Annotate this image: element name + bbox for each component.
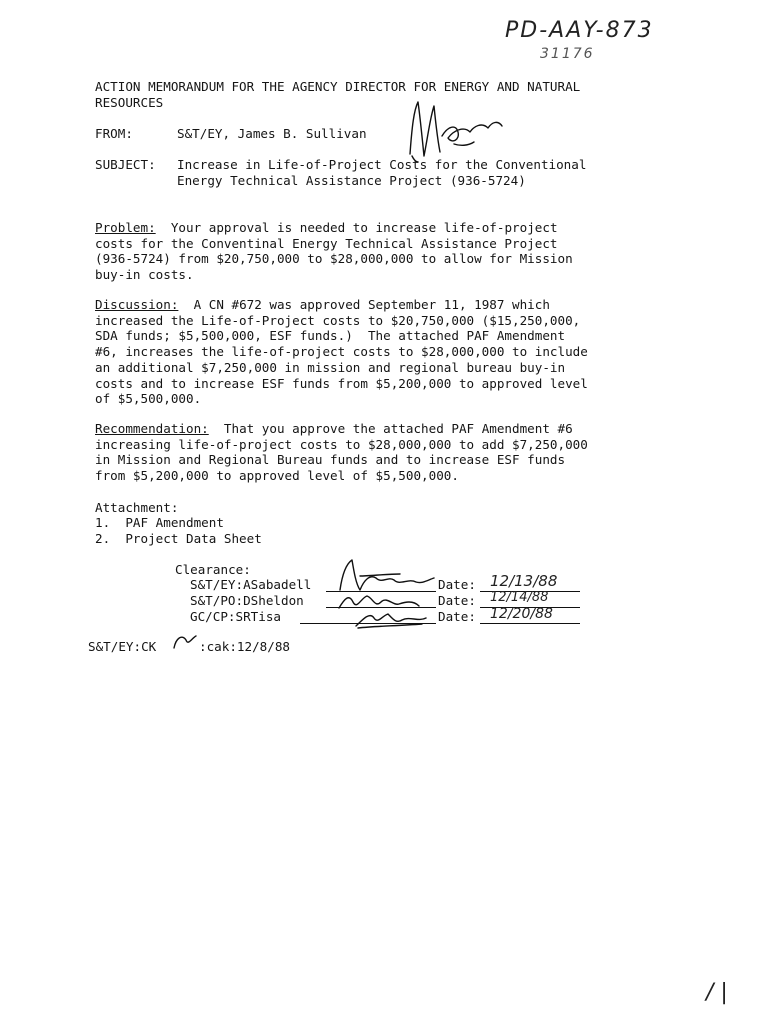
signature-tisa	[352, 604, 442, 632]
clearance-heading: Clearance:	[175, 562, 251, 577]
drafter-initials	[168, 630, 202, 654]
handwritten-initials-bottom: / |	[706, 980, 728, 1005]
problem-line2: costs for the Conventinal Energy Technical Assistance Project	[95, 235, 558, 251]
recommendation-paragraph	[95, 421, 695, 484]
clearance-name-1: S&T/EY:ASabadell	[190, 577, 312, 592]
subject-line2: Energy Technical Assistance Project (936-5724)	[177, 173, 526, 188]
problem-line4: buy-in costs.	[95, 267, 194, 283]
problem-line1: Your approval is needed to increase life-of-project	[155, 220, 558, 235]
handwritten-sub-number: 31176	[540, 46, 595, 62]
recommendation-line3: in Mission and Regional Bureau funds and to increase ESF funds	[95, 452, 566, 468]
discussion-line5: an additional $7,250,000 in mission and regional bureau buy-in	[95, 359, 566, 375]
problem-paragraph	[95, 220, 695, 283]
problem-heading: Problem:	[95, 220, 156, 235]
discussion-line3: SDA funds; $5,500,000, ESF funds.) The attached PAF Amendment	[95, 328, 566, 344]
from-value: S&T/EY, James B. Sullivan	[177, 126, 367, 141]
clearance-date-label-2: Date:	[438, 593, 476, 608]
drafter-prefix: S&T/EY:CK	[88, 639, 157, 654]
attachment-item-1: 1. PAF Amendment	[95, 515, 224, 530]
clearance-date-value-1: 12/13/88	[490, 572, 558, 590]
signature-sullivan	[398, 96, 508, 166]
clearance-date-line-3	[480, 623, 580, 624]
drafter-suffix: :cak:12/8/88	[199, 639, 290, 654]
discussion-paragraph	[95, 297, 695, 407]
discussion-heading: Discussion:	[95, 297, 179, 312]
discussion-line1: A CN #672 was approved September 11, 1987 which	[178, 297, 550, 312]
clearance-date-label-1: Date:	[438, 577, 476, 592]
subject-line1: Increase in Life-of-Project Costs for the Conventional	[177, 157, 587, 172]
clearance-name-3: GC/CP:SRTisa	[190, 609, 281, 624]
recommendation-line4: from $5,200,000 to approved level of $5,500,000.	[95, 468, 459, 484]
recommendation-line2: increasing life-of-project costs to $28,000,000 to add $7,250,000	[95, 436, 588, 452]
memo-heading-line2: RESOURCES	[95, 95, 164, 110]
clearance-name-2: S&T/PO:DSheldon	[190, 593, 304, 608]
attachment-heading: Attachment:	[95, 500, 179, 515]
memo-heading-line1: ACTION MEMORANDUM FOR THE AGENCY DIRECTOR FOR ENERGY AND NATURAL	[95, 79, 581, 94]
clearance-date-value-3: 12/20/88	[490, 606, 553, 622]
from-label: FROM:	[95, 126, 133, 141]
discussion-line2: increased the Life-of-Project costs to $20,750,000 ($15,250,000,	[95, 312, 581, 328]
discussion-line4: #6, increases the life-of-project costs to $28,000,000 to include	[95, 344, 588, 360]
recommendation-heading: Recommendation:	[95, 421, 209, 436]
subject-label: SUBJECT:	[95, 157, 156, 172]
clearance-date-value-2: 12/14/88	[490, 590, 549, 605]
clearance-date-label-3: Date:	[438, 609, 476, 624]
handwritten-doc-number: PD-AAY-873	[505, 18, 654, 43]
attachment-item-2: 2. Project Data Sheet	[95, 531, 262, 546]
recommendation-line1: That you approve the attached PAF Amendment #6	[208, 421, 573, 436]
discussion-line6: costs and to increase ESF funds from $5,200,000 to approved level	[95, 375, 588, 391]
problem-line3: (936-5724) from $20,750,000 to $28,000,000 to allow for Mission	[95, 251, 573, 267]
discussion-line7: of $5,500,000.	[95, 391, 202, 407]
